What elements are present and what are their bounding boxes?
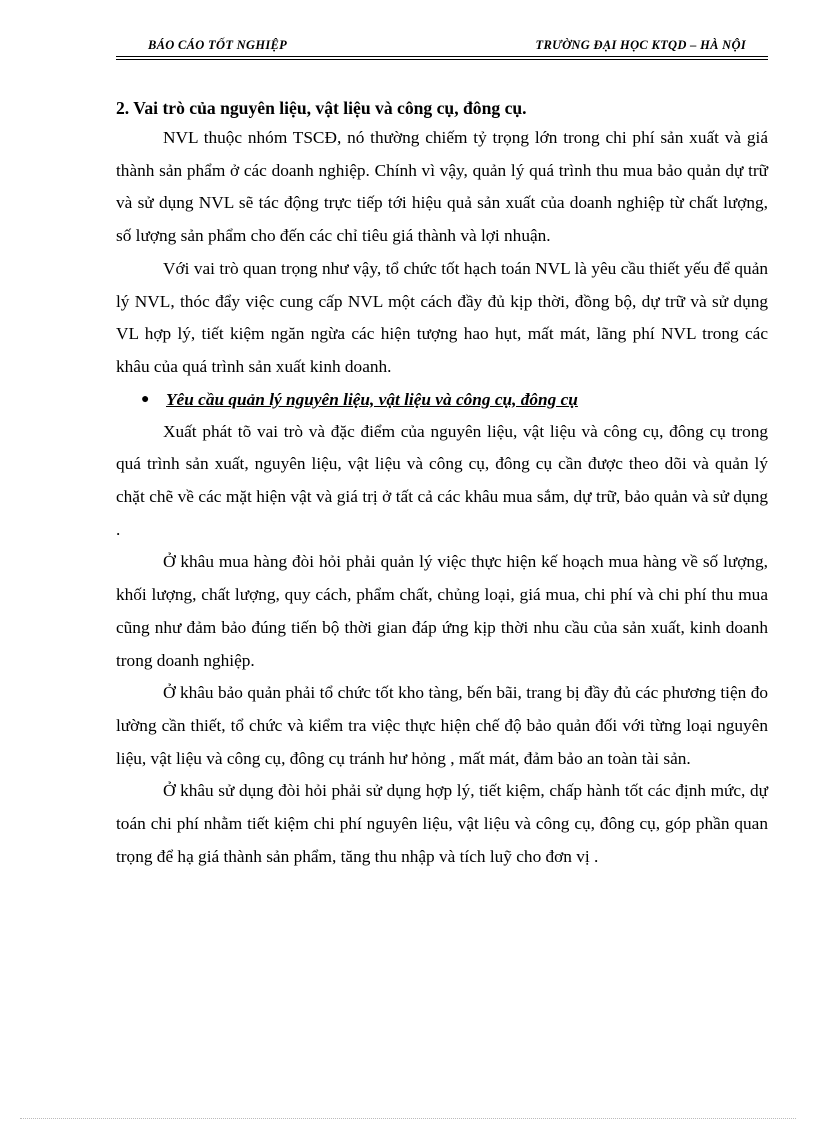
paragraph: Xuất phát tõ vai trò và đặc điểm của nguyên liệu, vật liệu và công cụ, đông cụ trong quá trình sản xuất, nguyên liệu, vật liệu và công cụ, đông cụ cần được theo dõi và quản lý chặt chẽ về các mặt hiện vật và giá trị ở tất cả các khâu mua sắm, dự trữ, bảo quản và sử dụng .: [116, 421, 768, 539]
paragraph: NVL thuộc nhóm TSCĐ, nó thường chiếm tỷ trọng lớn trong chi phí sản xuất và giá thành sản phẩm ở các doanh nghiệp. Chính vì vậy, quản lý quá trình thu mua bảo quản dự trữ và sử dụng NVL sẽ tác động trực tiếp tới hiệu quả sản xuất của doanh nghiệp từ chất lượng, số lượng sản phẩm cho đến các chỉ tiêu giá thành và lợi nhuận.: [116, 128, 768, 246]
header-university: TRƯỜNG ĐẠI HỌC KTQD – HÀ NỘI: [535, 38, 746, 52]
paragraph: Ở khâu mua hàng đòi hỏi phải quản lý việc thực hiện kế hoạch mua hàng về số lượng, khối lượng, chất lượng, quy cách, phẩm chất, chủng loại, giá mua, chi phí và chi phí thu mua cũng như đảm bảo đúng tiến bộ thời gian đáp ứng kịp thời nhu cầu của sản xuất, kinh doanh trong doanh nghiệp.: [116, 552, 768, 670]
section-heading: 2. Vai trò của nguyên liệu, vật liệu và công cụ, đông cụ.: [116, 98, 527, 118]
page-bottom-border: [20, 1118, 796, 1119]
paragraph: Ở khâu bảo quản phải tổ chức tốt kho tàng, bến bãi, trang bị đầy đủ các phương tiện đo lường cần thiết, tổ chức và kiểm tra việc thực hiện chế độ bảo quản đối với từng loại nguyên liệu, vật liệu và công cụ, đông cụ tránh hư hỏng , mất mát, đảm bảo an toàn tài sản.: [116, 683, 768, 768]
paragraph: Ở khâu sử dụng đòi hỏi phải sử dụng hợp lý, tiết kiệm, chấp hành tốt các định mức, dự toán chi phí nhằm tiết kiệm chi phí nguyên liệu, vật liệu và công cụ, đông cụ, góp phần quan trọng để hạ giá thành sản phẩm, tăng thu nhập và tích luỹ cho đơn vị .: [116, 781, 768, 866]
header-rule-thick: [116, 56, 768, 57]
page-header: [116, 36, 768, 56]
header-report-title: BÁO CÁO TỐT NGHIỆP: [148, 38, 288, 52]
bullet-item: [116, 384, 768, 416]
paragraph: Với vai trò quan trọng như vậy, tổ chức tốt hạch toán NVL là yêu cầu thiết yếu để quản lý NVL, thóc đẩy việc cung cấp NVL một cách đầy đủ kịp thời, đồng bộ, dự trữ và sử dụng VL hợp lý, tiết kiệm ngăn ngừa các hiện tượng hao hụt, mất mát, lãng phí NVL trong các khâu của quá trình sản xuất kinh doanh.: [116, 258, 768, 376]
bullet-dot-icon: ●: [141, 391, 150, 407]
header-rule-thin: [116, 59, 768, 60]
document-body: [116, 94, 768, 873]
bullet-heading: Yêu cầu quản lý nguyên liệu, vật liệu và công cụ, đông cụ: [166, 389, 578, 409]
